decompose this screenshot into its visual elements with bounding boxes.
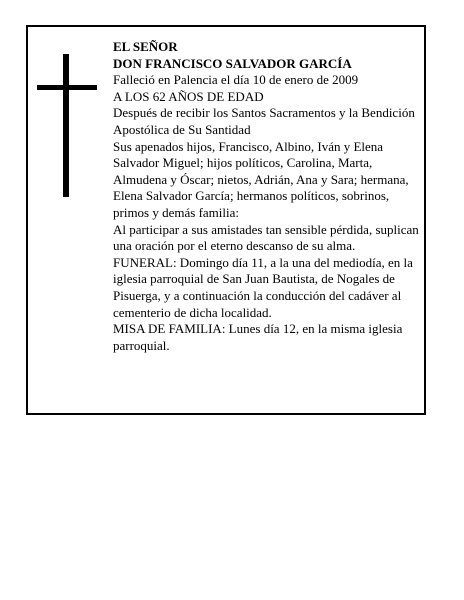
cross-icon [37,54,97,197]
cross-horizontal-bar [37,85,97,90]
cross-vertical-bar [63,54,69,197]
funeral-paragraph: FUNERAL: Domingo día 11, a la una del mediodía, en la iglesia parroquial de San Juan Bautista, de Nogales de Pisuerga, y a continuación la conducción del cadáver al cementerio de dicha localidad. [113,254,413,320]
age-at-death: A LOS 62 AÑOS DE EDAD [113,88,264,104]
obituary-text [113,39,423,354]
family-paragraph: Sus apenados hijos, Francisco, Albino, Iván y Elena Salvador Miguel; hijos políticos, Carolina, Marta, Almudena y Óscar; nietos, Adrián, Ana y Sara; hermana, Elena Salvador García; hermanos políticos, sobrinos, primos y demás familia: [113,138,409,220]
deceased-title: EL SEÑOR [113,39,178,54]
deceased-name: DON FRANCISCO SALVADOR GARCÍA [113,55,352,71]
death-date-place: Falleció en Palencia el día 10 de enero de 2009 [113,72,359,88]
sacraments-paragraph: Después de recibir los Santos Sacramentos y la Bendición Apostólica de Su Santidad [113,105,415,137]
family-mass-paragraph: MISA DE FAMILIA: Lunes día 12, en la misma iglesia parroquial. [113,321,403,353]
prayer-request-paragraph: Al participar a sus amistades tan sensible pérdida, suplican una oración por el eterno descanso de su alma. [113,221,419,254]
